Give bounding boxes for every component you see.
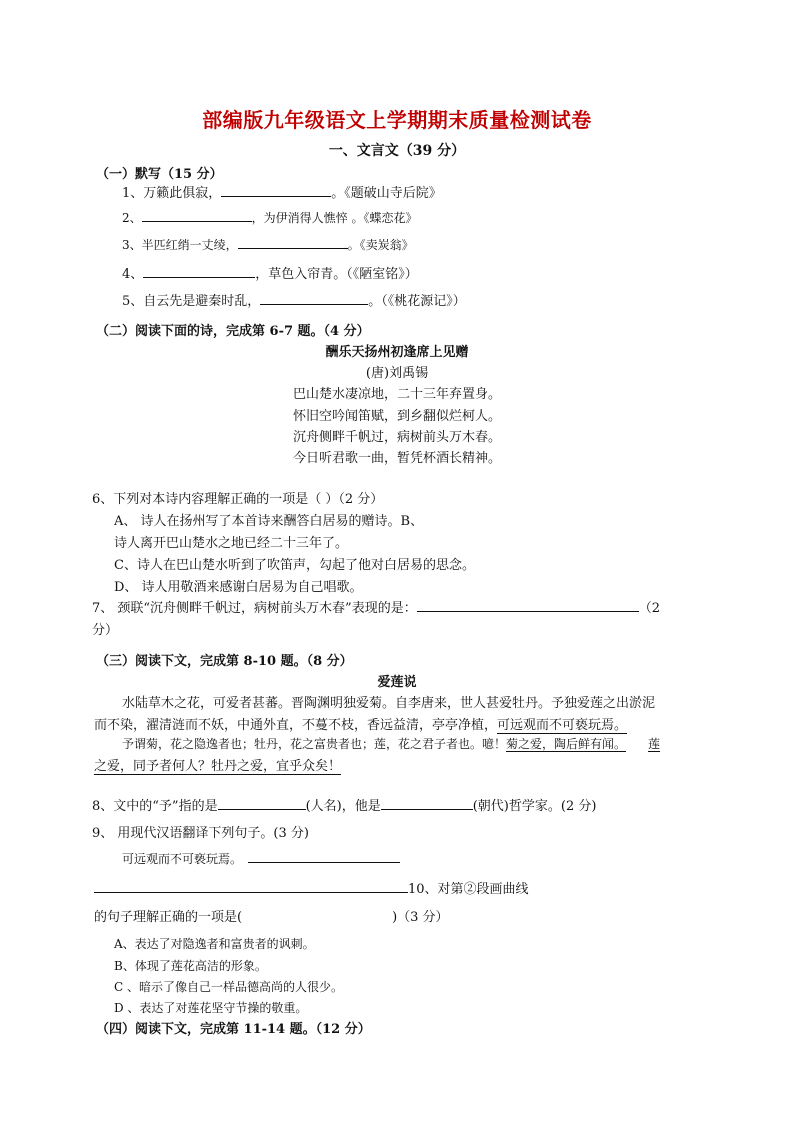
poem-line: 怀旧空吟闻笛赋，到乡翻似烂柯人。 (292, 409, 501, 424)
question-7 (92, 597, 660, 616)
question-10-text: 的句子理解正确的一项是( (94, 910, 243, 925)
question-6-option-d[interactable]: D、 诗人用敬酒来感谢白居易为自己唱歌。 (114, 580, 363, 595)
question-3 (122, 236, 414, 253)
question-4-source: ，草色入帘青。（《陋室铭》） (255, 267, 418, 282)
part2-heading: （二）阅读下面的诗，完成第 6-7 题。（4 分） (96, 324, 370, 339)
question-10-option-a[interactable]: A、表达了对隐逸者和富贵者的讽刺。 (114, 937, 315, 951)
essay-text: 予谓菊，花之隐逸者也；牡丹，花之富贵者也；莲，花之君子者也。噫！ (122, 737, 507, 751)
question-2-source: ，为伊消得人憔悴 。《蝶恋花》 (251, 211, 418, 225)
answer-blank[interactable] (94, 880, 408, 893)
poem-line: 沉舟侧畔千帆过，病树前头万木春。 (292, 430, 501, 445)
question-6-option-b[interactable]: 诗人离开巴山楚水之地已经二十三年了。 (114, 536, 349, 551)
answer-blank[interactable] (417, 599, 639, 612)
part4-heading: （四）阅读下文，完成第 11-14 题。（12 分） (96, 1022, 371, 1037)
section-heading: 一、文言文（39 分） (328, 143, 466, 159)
answer-blank[interactable] (142, 209, 252, 222)
question-5 (122, 290, 466, 309)
question-8-text: (人名)，他是 (305, 799, 381, 814)
part1-heading: （一）默写（15 分） (96, 167, 223, 182)
question-10-option-c[interactable]: C 、暗示了像自己一样品德高尚的人很少。 (114, 980, 343, 994)
question-7-score-cont: 分） (92, 623, 119, 638)
part3-heading: （三）阅读下文，完成第 8-10 题。（8 分） (96, 654, 353, 669)
answer-blank[interactable] (221, 184, 331, 197)
answer-blank[interactable] (248, 850, 400, 863)
question-10-option-d[interactable]: D 、表达了对莲花坚守节操的敬重。 (114, 1001, 308, 1015)
question-4 (122, 263, 418, 282)
question-5-source: 。（《桃花源记》） (368, 294, 466, 309)
question-6-option-c[interactable]: C、诗人在巴山楚水听到了吹笛声，勾起了他对白居易的思念。 (114, 558, 475, 573)
essay-paragraph-1: 水陆草木之花，可爱者甚蕃。晋陶渊明独爱菊。自李唐来，世人甚爱牡丹。予独爱莲之出淤泥 (122, 696, 656, 711)
poem-line: 今日听君歌一曲，暂凭杯酒长精神。 (292, 451, 501, 466)
question-8-score: (朝代)哲学家。(2 分) (472, 799, 597, 814)
question-10-option-b[interactable]: B、体现了莲花高洁的形象。 (114, 959, 267, 973)
question-10-score: )（3 分） (392, 910, 449, 925)
wavy-underlined-sentence: 菊之爱，陶后鲜有闻。 (506, 737, 627, 751)
question-7-score: （2 (638, 601, 660, 616)
question-3-source: 。《卖炭翁》 (347, 238, 414, 252)
essay-paragraph-1-cont (94, 714, 627, 733)
wavy-underlined-sentence: 之爱，同予者何人？牡丹之爱，宜乎众矣！ (94, 759, 342, 774)
question-4-text: 4、 (122, 267, 144, 282)
question-8-text: 8、文中的“予”指的是 (92, 799, 218, 814)
essay-paragraph-2-cont (94, 755, 341, 774)
poem-line: 巴山楚水凄凉地，二十三年弃置身。 (292, 387, 501, 402)
underlined-sentence: 可远观而不可亵玩焉。 (497, 718, 628, 733)
question-9-sentence (122, 850, 400, 867)
question-7-text: 7、 颈联“沉舟侧畔千帆过，病树前头万木春”表现的是： (92, 601, 417, 616)
question-10-text: 10、对第②段画曲线 (408, 882, 529, 897)
question-2-text: 2、 (122, 211, 142, 225)
answer-blank[interactable] (218, 797, 306, 810)
question-10 (94, 906, 449, 925)
question-8 (92, 795, 596, 814)
essay-text: 而不染，濯清涟而不妖，中通外直，不蔓不枝，香远益清，亭亭净植， (94, 718, 498, 733)
answer-blank[interactable] (381, 797, 473, 810)
answer-blank[interactable] (260, 292, 368, 305)
answer-blank[interactable] (143, 265, 255, 278)
question-10-line (94, 878, 529, 897)
question-3-text: 3、半匹红绡一丈绫， (122, 238, 238, 252)
question-1 (122, 182, 442, 201)
question-2 (122, 209, 417, 226)
poem-title: 酬乐天扬州初逢席上见赠 (325, 345, 469, 360)
page-title: 部编版九年级语文上学期期末质量检测试卷 (202, 108, 592, 132)
question-9: 9、 用现代汉语翻译下列句子。(3 分) (92, 826, 309, 841)
question-1-text: 1、万籁此俱寂， (122, 186, 222, 201)
question-6: 6、下列对本诗内容理解正确的一项是（ ）（2 分） (92, 492, 384, 507)
wavy-underlined-sentence: 莲 (648, 737, 661, 751)
essay-paragraph-2 (122, 735, 660, 752)
question-5-text: 5、自云先是避秦时乱， (122, 294, 261, 309)
translate-sentence: 可远观而不可亵玩焉。 (122, 852, 243, 866)
poem-author: (唐)刘禹锡 (365, 366, 429, 381)
question-1-source: 。《题破山寺后院》 (331, 186, 442, 201)
answer-blank[interactable] (238, 236, 348, 249)
essay-title: 爱莲说 (377, 675, 417, 690)
question-6-option-a[interactable]: A、 诗人在扬州写了本首诗来酬答白居易的赠诗。B、 (114, 514, 424, 529)
